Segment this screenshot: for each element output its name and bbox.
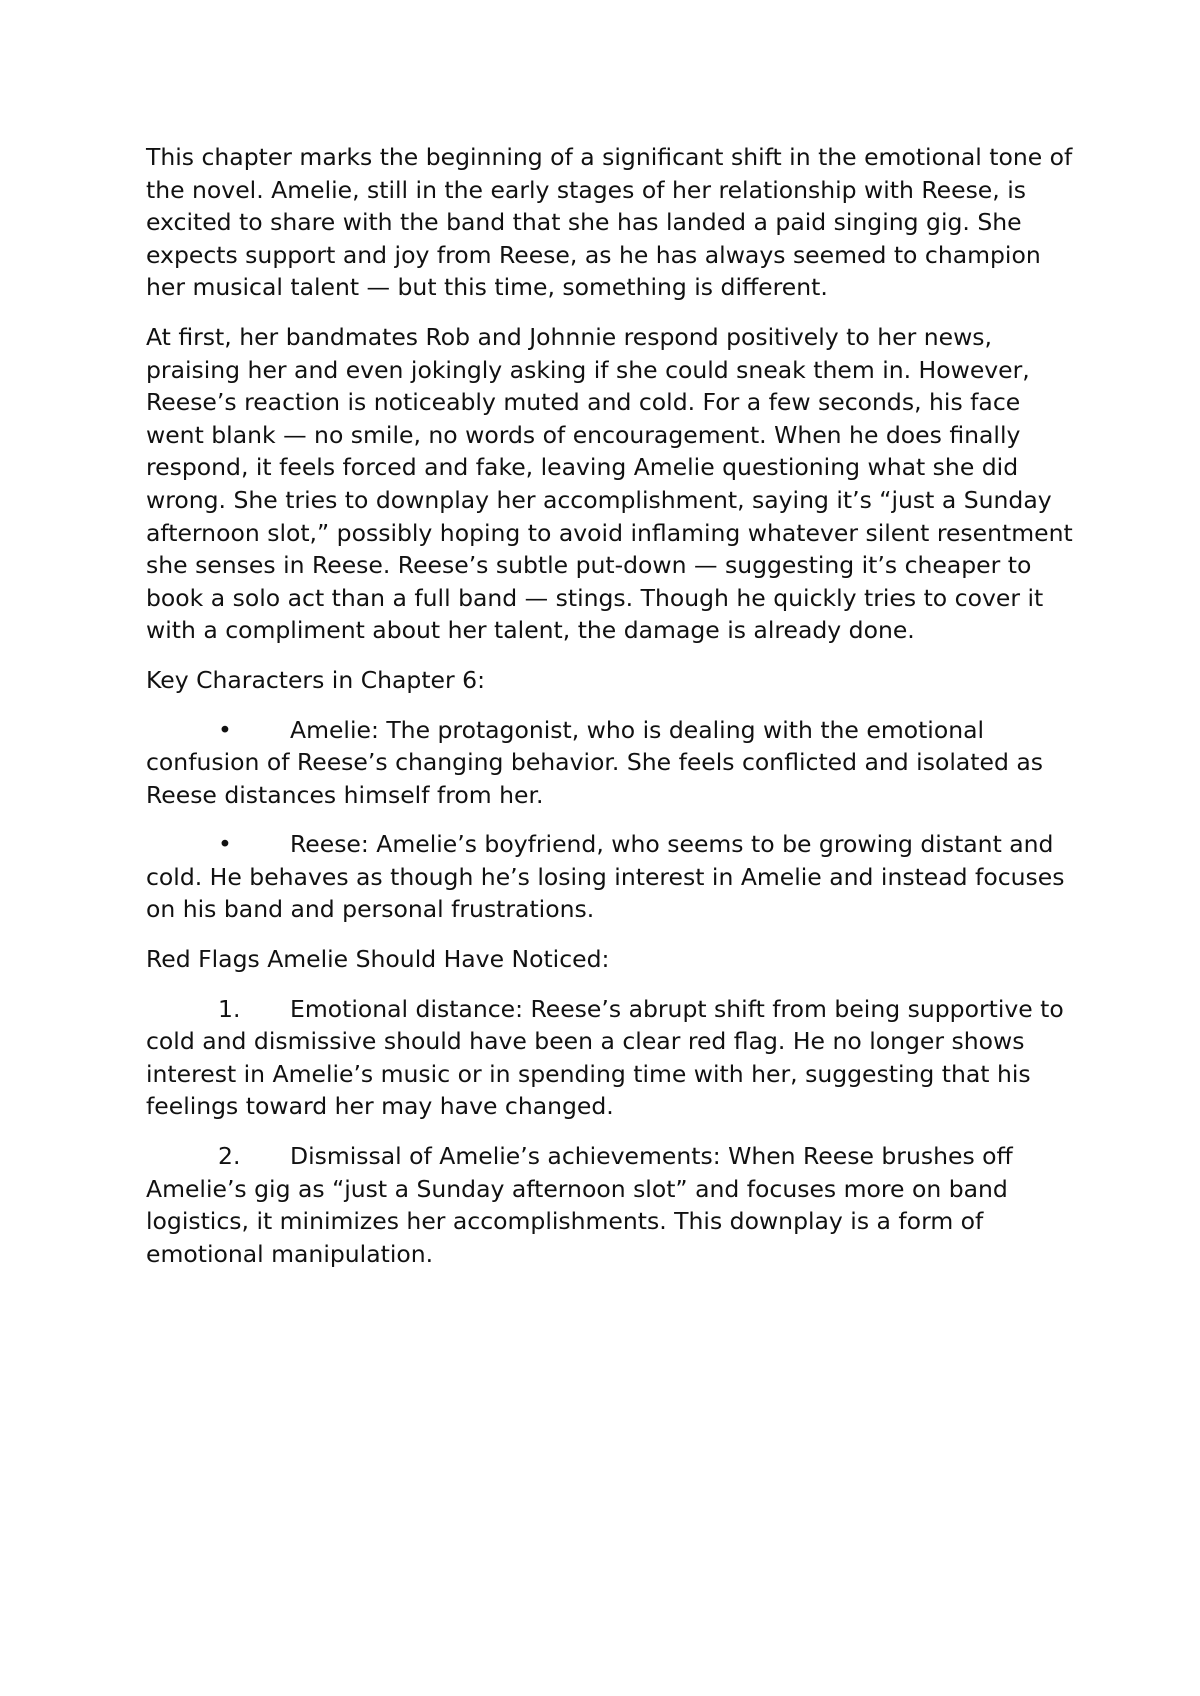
list-item-text: Dismissal of Amelie’s achievements: When Reese brushes off Amelie’s gig as “just a Sunday afternoon slot” and focuses more on band logistics, it minimizes her accomplishments. This downplay is a form of emotional manipulation. — [146, 1142, 1013, 1268]
bullet-marker: • — [218, 830, 232, 859]
list-item-text: Emotional distance: Reese’s abrupt shift from being supportive to cold and dismissive should have been a clear red flag. He no longer shows interest in Amelie’s music or in spending time with her, suggesting that his feelings toward her may have changed. — [146, 994, 1064, 1121]
list-item — [146, 828, 1076, 926]
red-flags-heading: Red Flags Amelie Should Have Noticed: — [146, 945, 610, 974]
number-marker: 2. — [218, 1142, 241, 1171]
list-item-text: Amelie: The protagonist, who is dealing with the emotional confusion of Reese’s changing behavior. She feels conflicted and isolated as Reese distances himself from her. — [146, 715, 1043, 809]
list-item — [146, 993, 1076, 1123]
bullet-marker: • — [218, 715, 232, 744]
list-item-text: Reese: Amelie’s boyfriend, who seems to be growing distant and cold. He behaves as though he’s losing interest in Amelie and instead focuses on his band and personal frustrations. — [146, 830, 1065, 924]
list-item — [146, 1140, 1076, 1270]
body-paragraph-reaction: At first, her bandmates Rob and Johnnie respond positively to her news, praising her and even jokingly asking if she could sneak them in. However, Reese’s reaction is noticeably muted and cold. For a few seconds, his face went blank — no smile, no words of encouragement. When he does finally respond, it feels forced and fake, leaving Amelie questioning what she did wrong. She tries to downplay her accomplishment, saying it’s “just a Sunday afternoon slot,” possibly hoping to avoid inflaming whatever silent resentment she senses in Reese. Reese’s subtle put-down — suggesting it’s cheaper to book a solo act than a full band — stings. Though he quickly tries to cover it with a compliment about her talent, the damage is already done. — [146, 322, 1073, 645]
document-body — [146, 141, 1076, 1287]
number-marker: 1. — [218, 994, 241, 1023]
body-paragraph-intro: This chapter marks the beginning of a significant shift in the emotional tone of the novel. Amelie, still in the early stages of her relationship with Reese, is excited to share with the band that she has landed a paid singing gig. She expects support and joy from Reese, as he has always seemed to champion her musical talent — but this time, something is different. — [146, 143, 1073, 302]
characters-heading: Key Characters in Chapter 6: — [146, 665, 485, 694]
list-item — [146, 714, 1076, 812]
